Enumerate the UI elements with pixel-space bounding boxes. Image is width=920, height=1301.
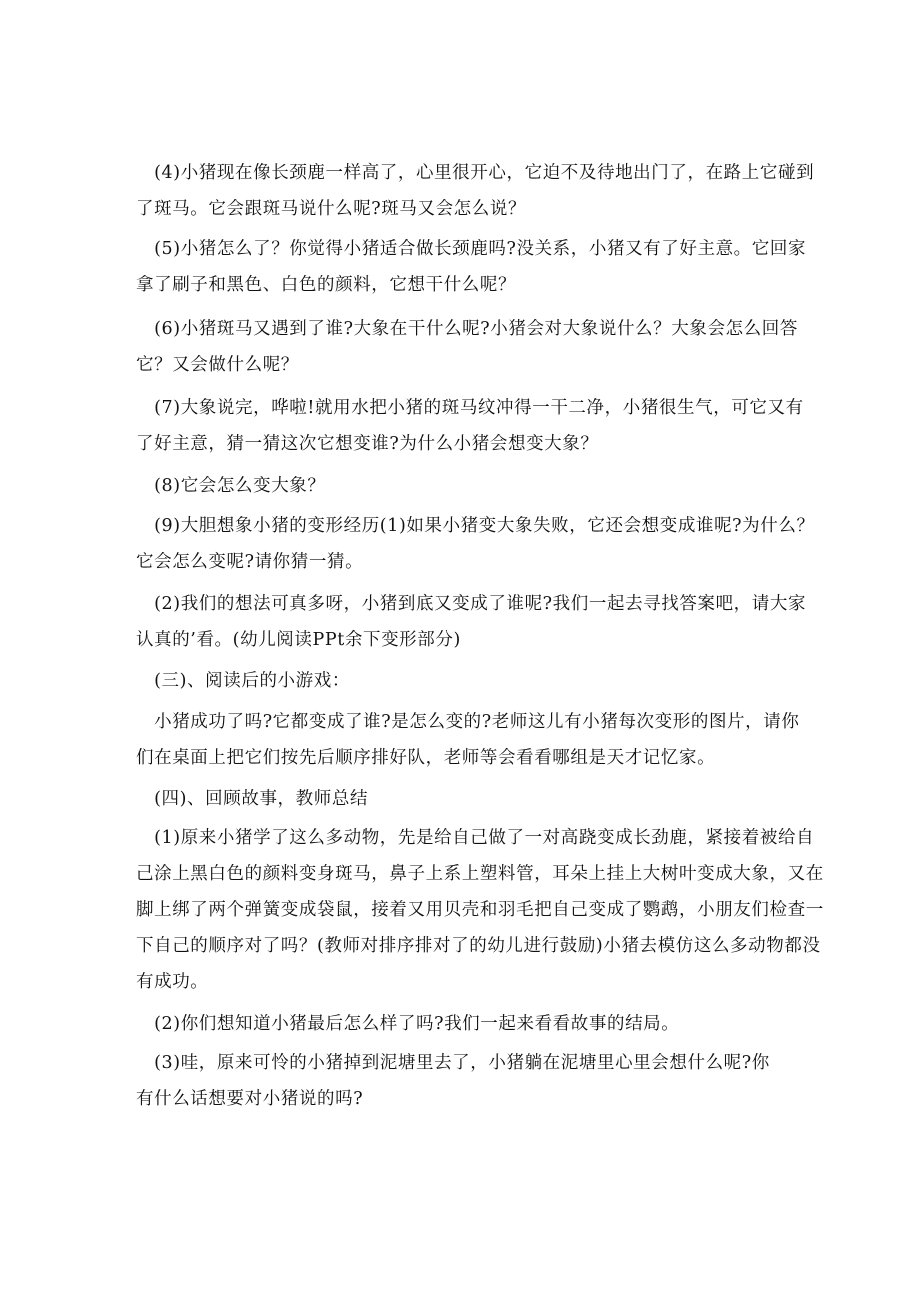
text-line: (6)小猪斑马又遇到了谁?大象在干什么呢?小猪会对大象说什么？大象会怎么回答: [136, 319, 798, 339]
text-line: (4)小猪现在像长颈鹿一样高了，心里很开心，它迫不及待地出门了，在路上它碰到: [136, 163, 815, 183]
text-line: (四)、回顾故事，教师总结: [136, 789, 369, 809]
text-line: 小猪成功了吗?它都变成了谁?是怎么变的?老师这儿有小猪每次变形的图片，请你: [136, 712, 800, 732]
paragraph-summary-1: [136, 820, 824, 1000]
text-line: (7)大象说完，哗啦!就用水把小猪的斑马纹冲得一干二净，小猪很生气，可它又有: [136, 398, 804, 418]
text-line: (1)原来小猪学了这么多动物，先是给自己做了一对高跷变成长劲鹿，紧接着被给自: [136, 828, 815, 848]
paragraph-9: [136, 508, 815, 580]
text-line: 了斑马。它会跟斑马说什么呢?斑马又会怎么说？: [136, 199, 527, 219]
text-line: 脚上绑了两个弹簧变成袋鼠，接着又用贝壳和羽毛把自己变成了鹦鹉，小朋友们检查一: [136, 900, 824, 920]
text-line: (三)、阅读后的小游戏：: [136, 671, 350, 691]
paragraph-9-2: [136, 586, 807, 658]
text-line: 们在桌面上把它们按先后顺序排好队，老师等会看看哪组是天才记忆家。: [136, 748, 716, 768]
text-line: (9)大胆想象小猪的变形经历(1)如果小猪变大象失败，它还会想变成谁呢?为什么？: [136, 516, 815, 536]
text-line: 拿了刷子和黑色、白色的颜料，它想干什么呢？: [136, 275, 517, 295]
text-line: (8)它会怎么变大象？: [136, 476, 326, 496]
text-line: 有成功。: [136, 972, 209, 992]
paragraph-game: [136, 704, 800, 776]
paragraph-summary-2: [136, 1006, 786, 1042]
paragraph-5: [136, 231, 807, 303]
paragraph-6: [136, 311, 798, 383]
section-heading-3: [136, 663, 786, 699]
text-line: (2)我们的想法可真多呀，小猪到底又变成了谁呢?我们一起去寻找答案吧，请大家: [136, 594, 807, 614]
text-line: 下自己的顺序对了吗？(教师对排序排对了的幼儿进行鼓励)小猪去模仿这么多动物都没: [136, 936, 821, 956]
section-heading-4: [136, 781, 786, 817]
text-line: (2)你们想知道小猪最后怎么样了吗?我们一起来看看故事的结局。: [136, 1014, 680, 1034]
text-line: 己涂上黑白色的颜料变身斑马，鼻子上系上塑料管，耳朵上挂上大树叶变成大象，又在: [136, 864, 824, 884]
paragraph-summary-3: [136, 1045, 786, 1117]
text-line: 有什么话想要对小猪说的吗?: [136, 1089, 364, 1109]
text-line: 它？又会做什么呢？: [136, 355, 299, 375]
text-line: 它会怎么变呢?请你猜一猜。: [136, 552, 364, 572]
text-line: 认真的’看。(幼儿阅读PPt余下变形部分): [136, 630, 461, 650]
paragraph-4: [136, 155, 815, 227]
text-line: (5)小猪怎么了？你觉得小猪适合做长颈鹿吗?没关系，小猪又有了好主意。它回家: [136, 239, 807, 259]
text-line: (3)哇，原来可怜的小猪掉到泥塘里去了，小猪躺在泥塘里心里会想什么呢?你: [136, 1053, 770, 1073]
paragraph-8: [136, 468, 786, 504]
paragraph-7: [136, 390, 804, 462]
text-line: 了好主意，猜一猜这次它想变谁?为什么小猪会想变大象？: [136, 434, 599, 454]
